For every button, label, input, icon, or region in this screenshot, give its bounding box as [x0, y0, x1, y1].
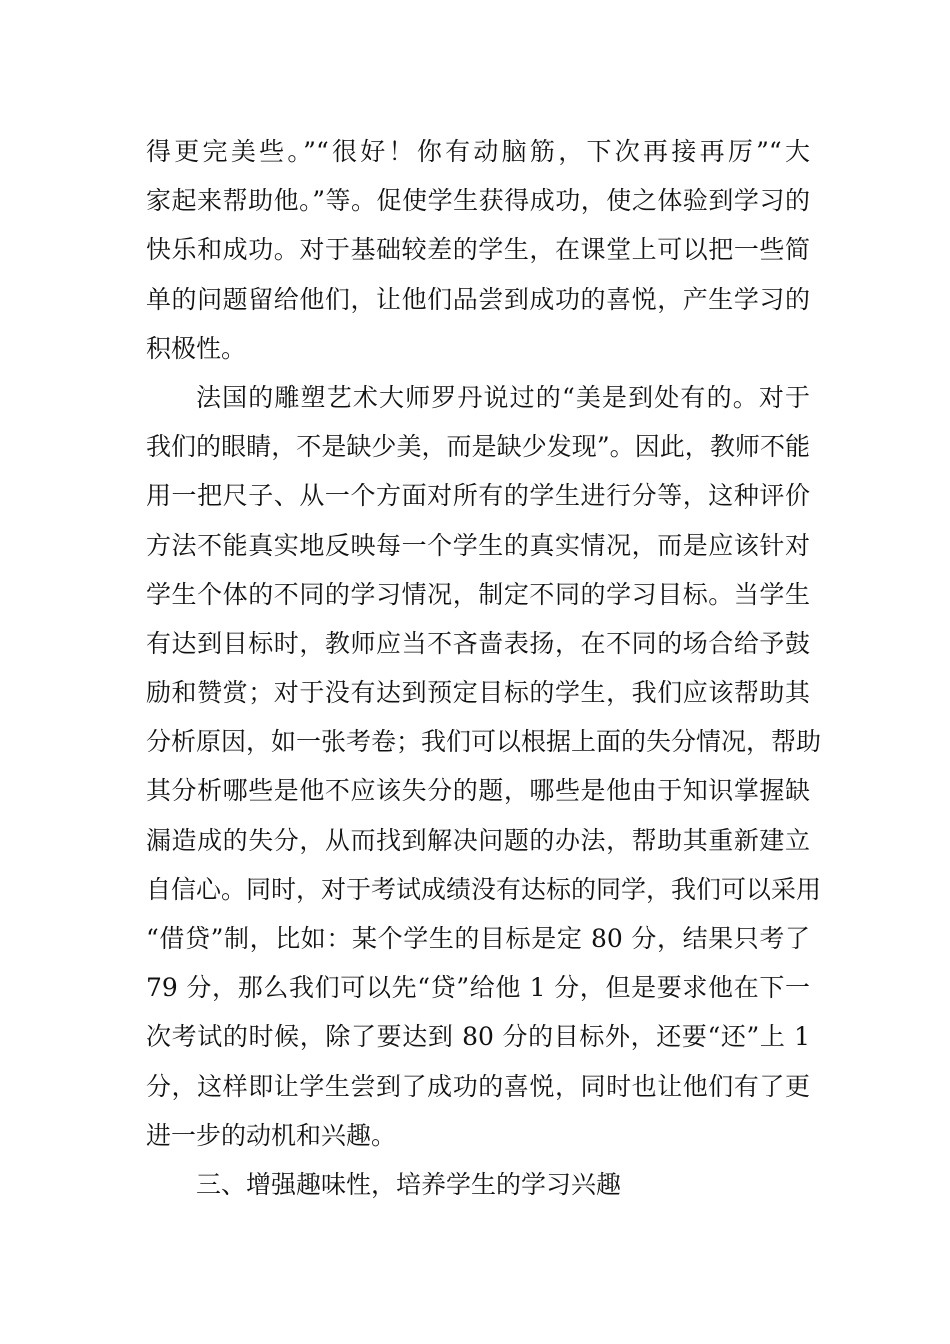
text-line: 其分析哪些是他不应该失分的题，哪些是他由于知识掌握缺 — [146, 776, 810, 806]
paragraph-2 — [146, 373, 822, 1160]
text-line: 自信心。同时，对于考试成绩没有达标的同学，我们可以采用 — [146, 874, 822, 904]
section-heading: 三、增强趣味性，培养学生的学习兴趣 — [196, 1169, 622, 1199]
text-line: 学生个体的不同的学习情况，制定不同的学习目标。当学生 — [146, 579, 810, 609]
text-line: 家起来帮助他。”等。促使学生获得成功，使之体验到学习的 — [146, 186, 810, 216]
text-line: 方法不能真实地反映每一个学生的真实情况，而是应该针对 — [146, 530, 810, 560]
text-line: 励和赞赏；对于没有达到预定目标的学生，我们应该帮助其 — [146, 678, 810, 708]
text-line: 积极性。 — [146, 333, 247, 363]
text-line: “借贷”制，比如：某个学生的目标是定 80 分，结果只考了 — [146, 924, 810, 953]
text-line: 漏造成的失分，从而找到解决问题的办法，帮助其重新建立 — [146, 825, 810, 855]
paragraph-1 — [146, 127, 810, 373]
body-text — [146, 127, 822, 1209]
text-line: 分析原因，如一张考卷；我们可以根据上面的失分情况，帮助 — [146, 727, 822, 757]
text-line: 进一步的动机和兴趣。 — [146, 1120, 397, 1150]
text-line: 79 分，那么我们可以先“贷”给他 1 分，但是要求他在下一 — [146, 973, 810, 1003]
text-line: 法国的雕塑艺术大师罗丹说过的“美是到处有的。对于 — [196, 382, 810, 412]
text-line: 单的问题留给他们，让他们品尝到成功的喜悦，产生学习的 — [146, 284, 810, 314]
text-line: 次考试的时候，除了要达到 80 分的目标外，还要“还”上 1 — [146, 1022, 810, 1052]
text-line: 分，这样即让学生尝到了成功的喜悦，同时也让他们有了更 — [146, 1071, 810, 1101]
text-line: 我们的眼睛，不是缺少美，而是缺少发现”。因此，教师不能 — [146, 432, 810, 462]
text-line: 有达到目标时，教师应当不吝啬表扬，在不同的场合给予鼓 — [146, 628, 810, 658]
text-line: 得更完美些。”“很好！你有动脑筋，下次再接再厉”“大 — [146, 137, 810, 166]
text-line: 快乐和成功。对于基础较差的学生，在课堂上可以把一些简 — [146, 235, 810, 265]
text-line: 用一把尺子、从一个方面对所有的学生进行分等，这种评价 — [146, 481, 810, 511]
